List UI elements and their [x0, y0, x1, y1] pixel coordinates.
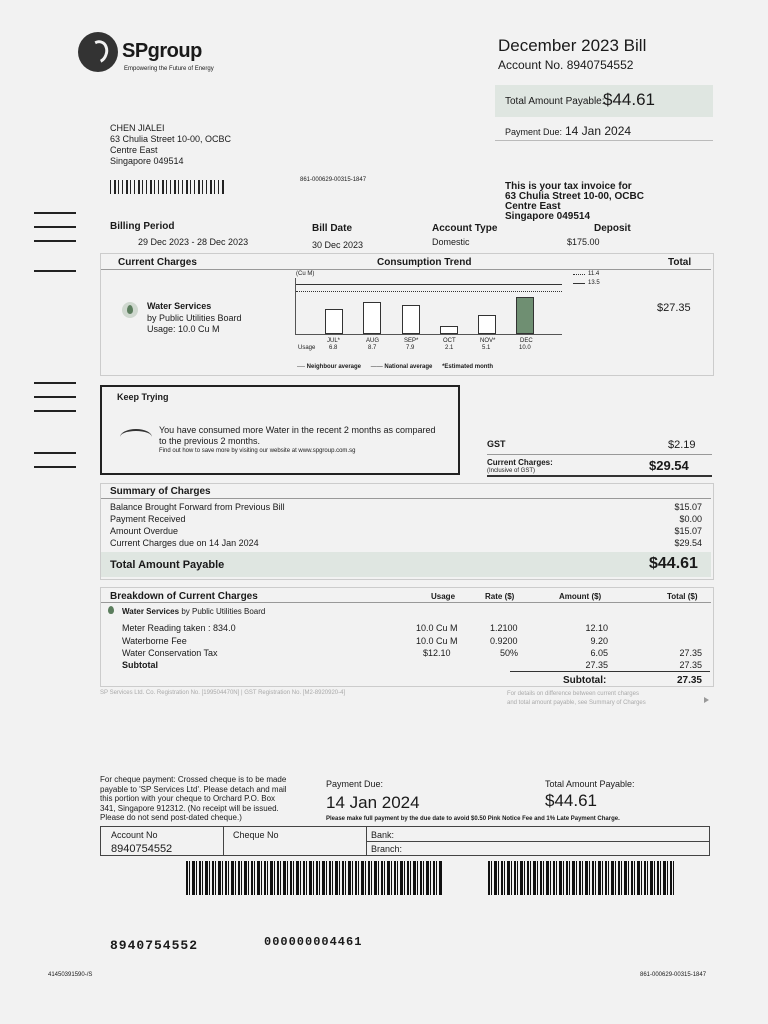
water-services-title: Water Services: [147, 301, 212, 311]
col-total: Total ($): [667, 592, 698, 601]
reference-code: 861-000629-00315-1847: [300, 177, 367, 183]
legend-estimated: *Estimated month: [442, 364, 494, 370]
value-jul: 6.8: [329, 345, 338, 351]
bottom-right-code: 861-000629-00315-1847: [640, 972, 707, 978]
keep-trying-title: Keep Trying: [117, 392, 169, 402]
billing-period-label: Billing Period: [110, 221, 175, 232]
summary-row: Payment Received: [110, 514, 186, 524]
slip-account-label: Account No: [111, 830, 158, 840]
account-type-value: Domestic: [432, 237, 470, 247]
customer-address: [110, 123, 231, 167]
fold-mark: [34, 410, 76, 412]
breakdown-section-sub: by Public Utilities Board: [181, 607, 266, 616]
account-number-header: Account No. 8940754552: [498, 58, 634, 72]
water-total: $27.35: [657, 302, 691, 314]
tax-invoice-line-4: Singapore 049514: [505, 211, 591, 222]
payment-due-label: Payment Due:: [505, 127, 563, 137]
customer-name: CHEN JIALEI: [110, 123, 165, 133]
ocr-account: 8940754552: [110, 938, 199, 953]
month-oct: OCT: [443, 338, 456, 344]
slip-total-label: Total Amount Payable:: [545, 779, 635, 789]
current-charges-label: Current Charges:: [487, 458, 553, 467]
table-row-label: Meter Reading taken : 834.0: [122, 623, 236, 633]
col-usage: Usage: [431, 592, 456, 601]
tax-invoice-line-1: This is your tax invoice for: [505, 181, 632, 192]
summary-total-label: Total Amount Payable: [110, 559, 225, 571]
slip-table: [100, 826, 710, 856]
bar-jul: [325, 309, 343, 334]
slip-row-divider: [367, 841, 709, 842]
registration-text: SP Services Ltd. Co. Registration No. [199504470N] | GST Registration No. [M2-8920920-4]: [100, 690, 346, 696]
address-line-3: Singapore 049514: [110, 156, 184, 166]
month-aug: AUG: [366, 338, 380, 344]
account-type-label: Account Type: [432, 223, 498, 234]
fold-mark: [34, 240, 76, 242]
address-line-1: 63 Chulia Street 10-00, OCBC: [110, 134, 232, 144]
breakdown-divider: [101, 602, 711, 603]
bar-aug: [363, 302, 381, 334]
table-row-usage: 10.0 Cu M: [416, 623, 458, 633]
current-charges-sub: (Inclusive of GST): [487, 468, 536, 474]
table-row-rate: 1.2100: [490, 623, 518, 633]
table-row-amount: 12.10: [585, 623, 608, 633]
col-rate: Rate ($): [485, 592, 515, 601]
details-note-1: For details on difference between current charges: [507, 691, 639, 697]
summary-title: Summary of Charges: [110, 486, 211, 497]
total-payable-label: Total Amount Payable:: [505, 96, 605, 107]
table-row-usage: 10.0 Cu M: [416, 636, 458, 646]
gst-divider: [487, 454, 712, 455]
cheque-line-4: 341, Singapore 912312. (No receipt will be issued.: [100, 803, 279, 813]
national-average-line: [296, 284, 562, 285]
subtotal-label: Subtotal: [122, 660, 158, 670]
neighbour-average-line: [296, 291, 562, 292]
summary-row-value: $0.00: [679, 514, 702, 524]
current-charges-value: $29.54: [649, 458, 689, 473]
value-oct: 2.1: [445, 345, 454, 351]
consumption-chart: [295, 278, 562, 335]
col-amount: Amount ($): [559, 592, 602, 601]
fold-mark: [34, 452, 76, 454]
subtotal-total: 27.35: [679, 660, 702, 670]
total-payable-amount: $44.61: [603, 90, 655, 109]
table-row-label: Waterborne Fee: [122, 636, 187, 646]
legend-neighbour: Neighbour average: [306, 364, 362, 370]
deposit-value: $175.00: [567, 237, 600, 247]
slip-note: Please make full payment by the due date to avoid $0.50 Pink Notice Fee and 1% Late Payment Charge.: [326, 816, 620, 822]
slip-due-label: Payment Due:: [326, 779, 384, 789]
neighbour-average-value: 11.4: [588, 271, 600, 277]
payment-barcode-left: [186, 861, 442, 895]
bar-nov: [478, 315, 496, 334]
tax-invoice-line-2: 63 Chulia Street 10-00, OCBC: [505, 191, 644, 202]
address-line-2: Centre East: [110, 145, 158, 155]
current-charges-underline: [487, 475, 712, 477]
water-drop-icon: [122, 302, 138, 318]
gst-value: $2.19: [668, 439, 696, 451]
total-heading: Total: [668, 257, 692, 268]
month-jul: JUL*: [327, 338, 341, 344]
neighbour-legend-key: [573, 274, 585, 275]
payment-due-date: 14 Jan 2024: [565, 124, 632, 138]
bar-sep: [402, 305, 420, 334]
summary-total-value: $44.61: [649, 555, 698, 572]
total-payable-box: [495, 85, 713, 117]
slip-account-value: 8940754552: [111, 843, 173, 855]
breakdown-water-icon: [108, 606, 114, 614]
bar-dec: [516, 297, 534, 334]
legend-dotted-key: ----: [297, 364, 307, 370]
section-divider: [101, 269, 711, 270]
payment-due-box: [495, 118, 713, 141]
deposit-label: Deposit: [594, 223, 631, 234]
legend-national: National average: [384, 364, 433, 370]
national-average-value: 13.5: [588, 280, 600, 286]
breakdown-section-title: [122, 607, 265, 616]
bill-title: December 2023 Bill: [498, 36, 647, 55]
tax-invoice-block: [505, 182, 644, 222]
payment-barcode-right: [488, 861, 674, 895]
value-aug: 8.7: [368, 345, 377, 351]
sp-logo: [78, 32, 118, 72]
value-sep: 7.9: [406, 345, 415, 351]
fold-mark: [34, 396, 76, 398]
national-legend-key: [573, 283, 585, 284]
keep-trying-box: [100, 385, 460, 475]
breakdown-title: Breakdown of Current Charges: [110, 591, 258, 602]
table-row-amount: 6.05: [590, 648, 608, 658]
gst-label: GST: [487, 439, 506, 449]
postal-barcode: [110, 180, 224, 194]
slip-branch-label: Branch:: [371, 844, 403, 854]
bill-date-value: 30 Dec 2023: [312, 240, 364, 250]
summary-row: Balance Brought Forward from Previous Bill: [110, 502, 285, 512]
table-row-rate: 0.9200: [490, 636, 518, 646]
breakdown-section-name: Water Services: [122, 607, 180, 616]
grand-subtotal-label: Subtotal:: [563, 675, 607, 686]
summary-row: Amount Overdue: [110, 526, 179, 536]
table-row-rate: 50%: [500, 648, 519, 658]
table-row-amount: 9.20: [590, 636, 608, 646]
cheque-line-3: this portion with your cheque to Orchard P.O. Box: [100, 794, 276, 803]
cheque-line-1: For cheque payment: Crossed cheque is to be made: [100, 775, 287, 784]
summary-total-bar: [101, 552, 711, 577]
consumption-trend-heading: Consumption Trend: [377, 257, 472, 268]
logo-swirl-icon: [84, 37, 111, 66]
summary-row: Current Charges due on 14 Jan 2024: [110, 538, 259, 548]
billing-period-value: 29 Dec 2023 - 28 Dec 2023: [138, 237, 249, 247]
details-note-2: and total amount payable, see Summary of Charges: [507, 700, 646, 706]
chart-unit: (Cu M): [296, 271, 315, 277]
bottom-left-code: 41450391590-/S: [48, 972, 93, 978]
summary-row-value: $29.54: [674, 538, 702, 548]
subtotal-divider: [510, 671, 710, 672]
keep-trying-message-1: You have consumed more Water in the recent 2 months as compared: [159, 425, 436, 435]
hands-icon: [120, 429, 152, 445]
cheque-instructions: [100, 775, 300, 823]
slip-due-value: 14 Jan 2024: [326, 793, 420, 812]
keep-trying-website: Find out how to save more by visiting our website at www.spgroup.com.sg: [159, 448, 356, 454]
month-nov: NOV*: [480, 338, 496, 344]
slip-total-value: $44.61: [545, 791, 597, 810]
chevron-right-icon: [704, 697, 709, 703]
brand-name: SPgroup: [122, 40, 202, 62]
table-row-label: Water Conservation Tax: [122, 648, 218, 658]
slip-col-divider: [223, 827, 224, 855]
fold-mark: [34, 466, 76, 468]
value-nov: 5.1: [482, 345, 491, 351]
chart-legend: [297, 364, 493, 370]
month-sep: SEP*: [404, 338, 419, 344]
table-row-usage: $12.10: [423, 648, 451, 658]
water-usage: Usage: 10.0 Cu M: [147, 324, 220, 334]
slip-cheque-label: Cheque No: [233, 830, 279, 840]
cheque-line-5: Please do not send post-dated cheque.): [100, 813, 242, 822]
water-services-sub: by Public Utilities Board: [147, 313, 242, 323]
current-charges-heading: Current Charges: [118, 257, 197, 268]
legend-solid-key: ——: [370, 364, 385, 370]
table-row-total: 27.35: [679, 648, 702, 658]
keep-trying-message-2: to the previous 2 months.: [159, 436, 261, 446]
fold-mark: [34, 226, 76, 228]
summary-divider: [101, 498, 711, 499]
ocr-amount: 000000004461: [264, 935, 363, 949]
month-dec: DEC: [520, 338, 533, 344]
summary-row-value: $15.07: [674, 526, 702, 536]
subtotal-amount: 27.35: [585, 660, 608, 670]
fold-mark: [34, 212, 76, 214]
tax-invoice-line-3: Centre East: [505, 201, 561, 212]
fold-mark: [34, 270, 76, 272]
usage-axis-label: Usage: [298, 345, 316, 351]
cheque-line-2: payable to 'SP Services Ltd'. Please detach and mail: [100, 784, 287, 794]
brand-tagline: Empowering the Future of Energy: [124, 66, 214, 72]
bill-date-label: Bill Date: [312, 223, 353, 234]
slip-bank-label: Bank:: [371, 830, 395, 840]
summary-row-value: $15.07: [674, 502, 702, 512]
bar-oct: [440, 326, 458, 334]
value-dec: 10.0: [519, 345, 531, 351]
grand-subtotal-value: 27.35: [676, 675, 702, 686]
fold-mark: [34, 382, 76, 384]
